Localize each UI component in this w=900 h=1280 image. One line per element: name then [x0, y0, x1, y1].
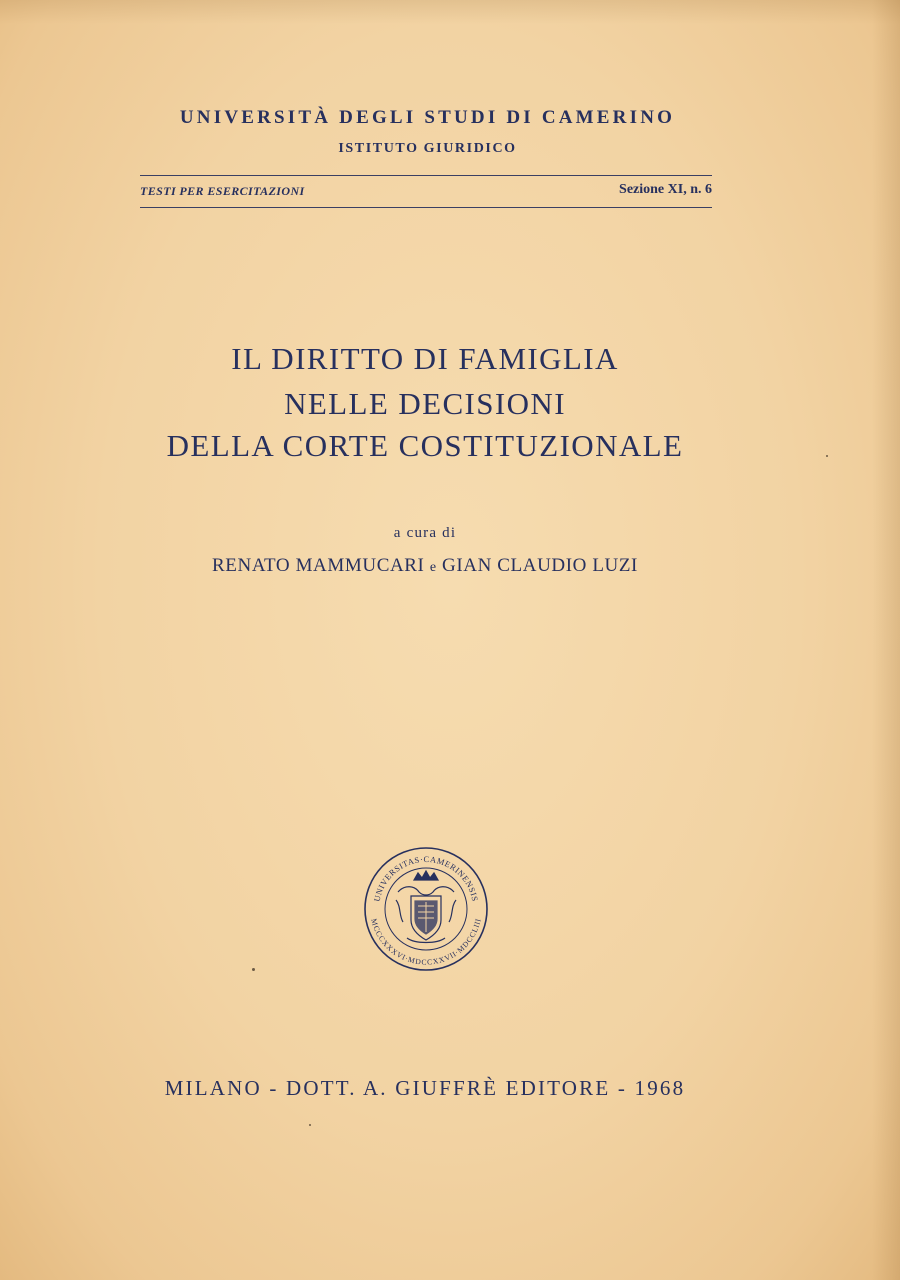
paper-shadow-top [0, 0, 900, 24]
paper-fleck [252, 968, 255, 971]
editor-label: a cura di [393, 525, 457, 541]
book-title-line-2: NELLE DECISIONI [284, 386, 566, 421]
header-divider-bottom [140, 207, 712, 208]
book-title-line-3: DELLA CORTE COSTITUZIONALE [166, 428, 684, 463]
editor-conjunction: e [429, 560, 437, 575]
editor-name-2: GIAN CLAUDIO LUZI [442, 555, 638, 576]
paper-fleck [309, 1124, 311, 1126]
seal-crest [396, 871, 456, 943]
section-number: Sezione XI, n. 6 [619, 182, 712, 197]
paper-shadow-edge [872, 0, 900, 1280]
editor-name-1: RENATO MAMMUCARI [212, 555, 425, 576]
publisher-imprint: MILANO - DOTT. A. GIUFFRÈ EDITORE - 1968 [164, 1076, 686, 1100]
editors-line [100, 555, 750, 577]
book-title-line-1: IL DIRITTO DI FAMIGLIA [231, 341, 619, 376]
series-label: TESTI PER ESERCITAZIONI [140, 184, 305, 198]
seal-bottom-legend: MCCCXXXVI·MDCCXXVII·MDCCLIII [369, 917, 483, 967]
university-name: UNIVERSITÀ DEGLI STUDI DI CAMERINO [179, 107, 676, 128]
institute-name: ISTITUTO GIURIDICO [338, 141, 517, 156]
paper-fleck [826, 455, 828, 457]
seal-top-legend: UNIVERSITAS·CAMERINENSIS [372, 854, 480, 903]
header-divider-top [140, 175, 712, 176]
university-seal-icon [363, 846, 489, 972]
